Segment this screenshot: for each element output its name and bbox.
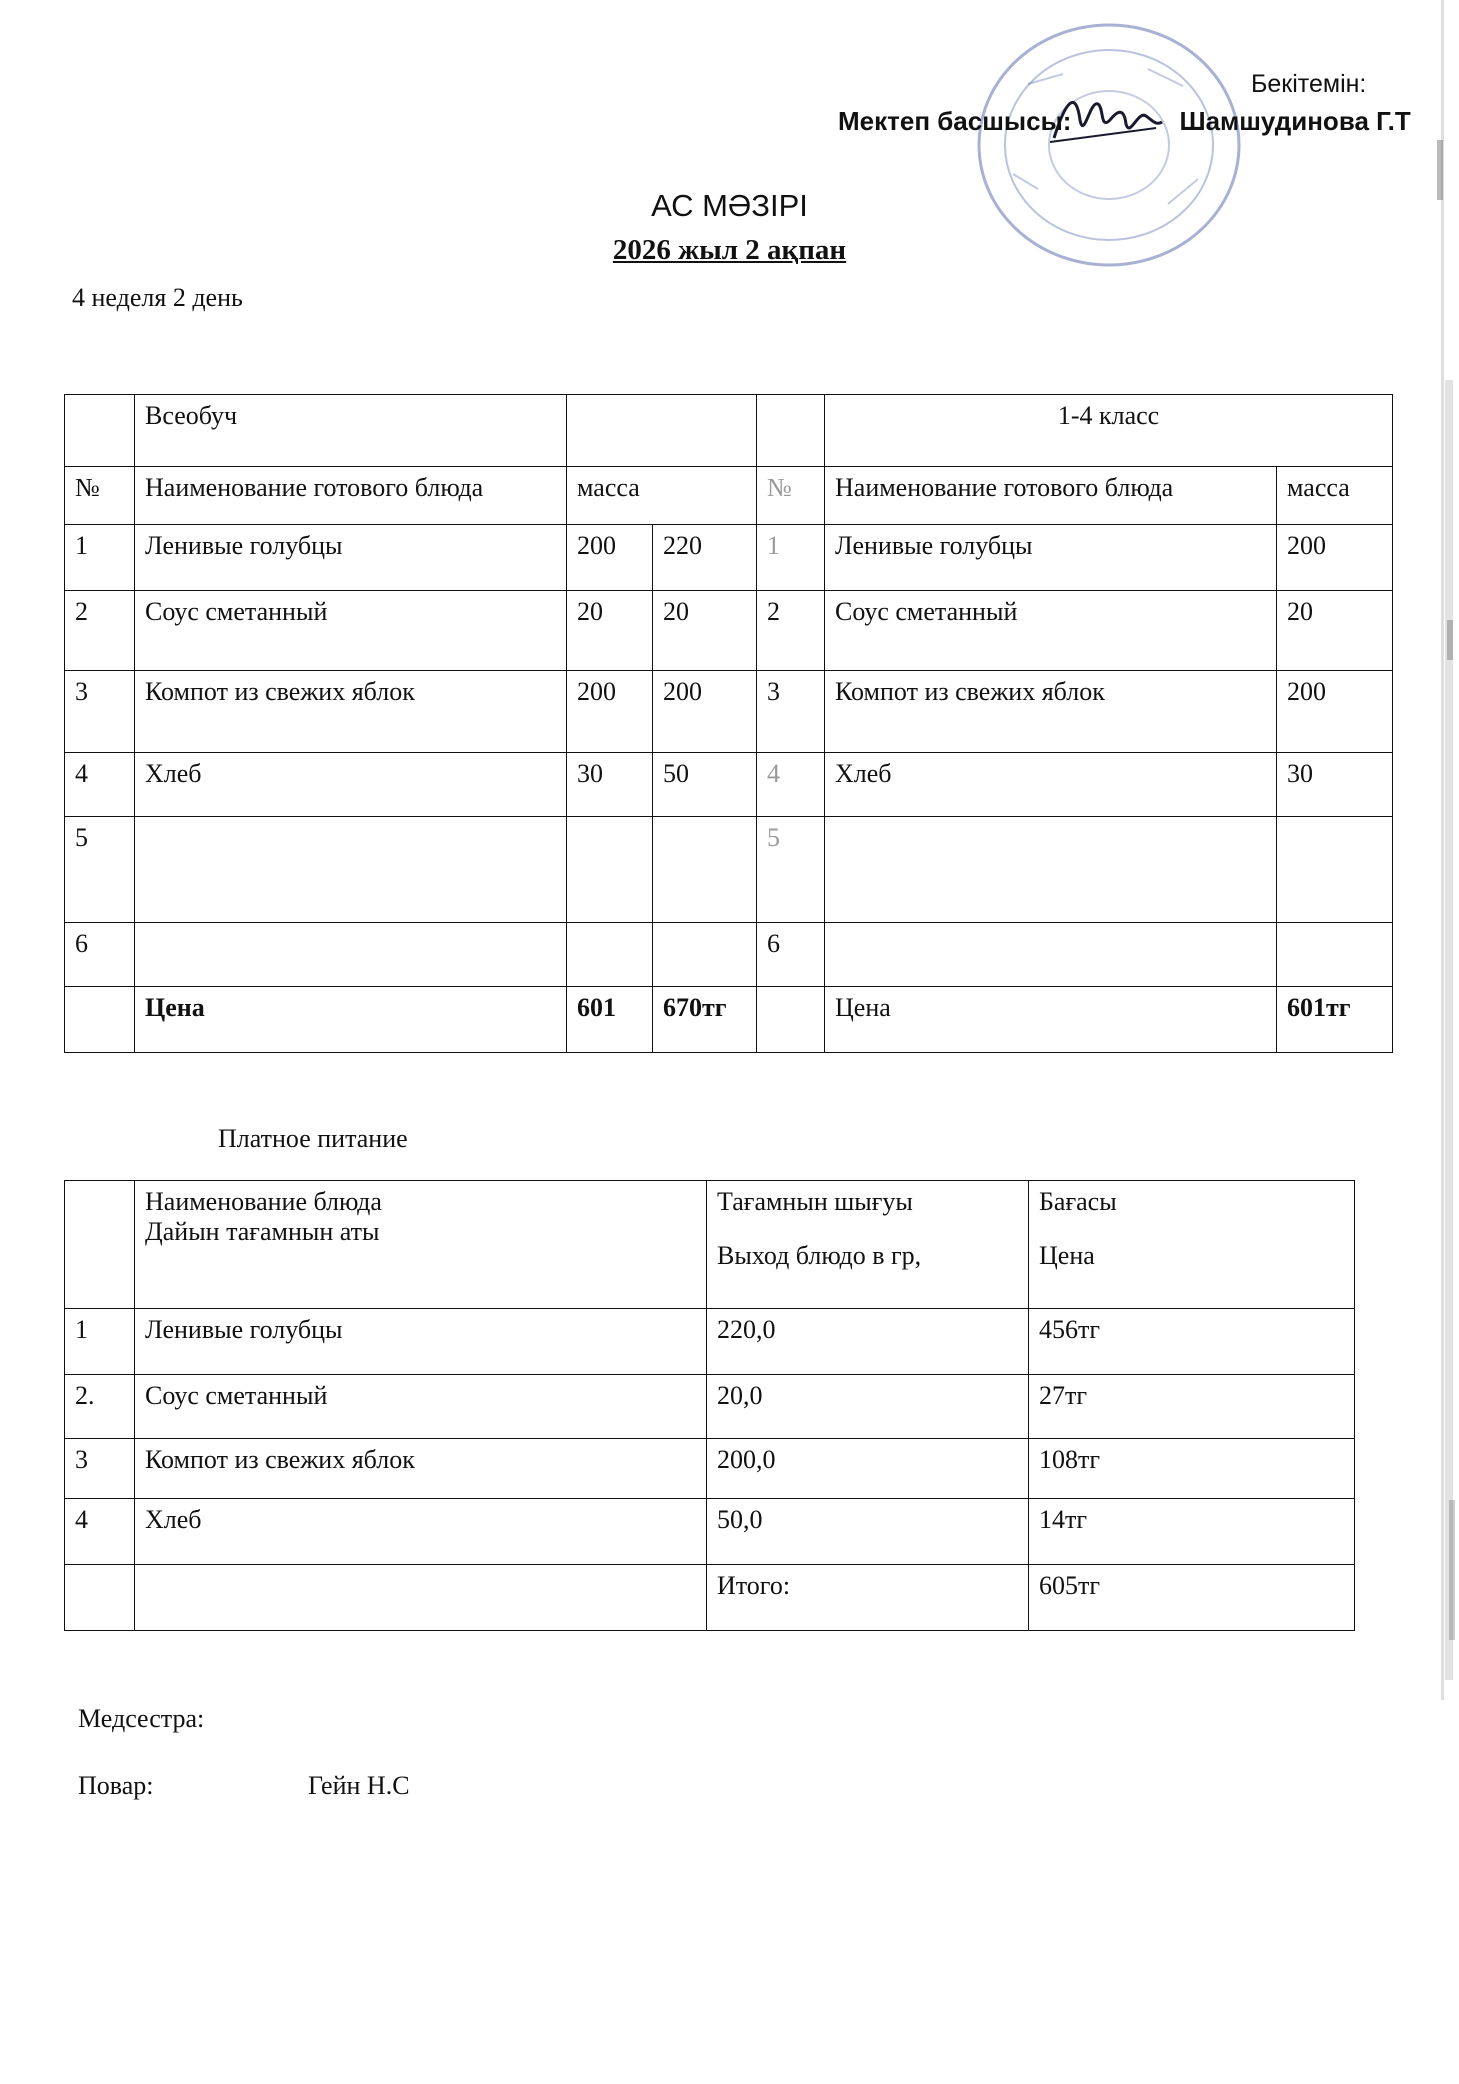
price-2: 670тг: [653, 987, 757, 1053]
nurse-label: Медсестра:: [78, 1704, 205, 1733]
paid-table: [64, 1180, 1355, 1631]
table-row: 3 Компот из свежих яблок 200 200 3 Компот из свежих яблок 200: [65, 671, 1393, 753]
total-label: Итого:: [707, 1565, 1029, 1631]
director-name: Шамшудинова Г.Т: [1179, 106, 1411, 136]
table-row: 4 Хлеб 50,0 14тг: [65, 1499, 1355, 1565]
total-row: [65, 1565, 1355, 1631]
section-vseobuch: Всеобуч: [135, 395, 567, 467]
price-label: Цена: [135, 987, 567, 1053]
col-name-right: Наименование готового блюда: [825, 467, 1277, 525]
col-mass: масса: [567, 467, 757, 525]
paid-col-price: Бағасы Цена: [1029, 1181, 1355, 1309]
col-mass-right: масса: [1277, 467, 1393, 525]
table-row: 5 5: [65, 817, 1393, 923]
paid-section-title: Платное питание: [218, 1124, 408, 1153]
table-row: 2. Соус сметанный 20,0 27тг: [65, 1375, 1355, 1439]
section-grades-1-4: 1-4 класс: [825, 395, 1393, 467]
page-title: АС МӘЗІРІ: [651, 188, 808, 223]
price-right: 601тг: [1277, 987, 1393, 1053]
table-row: 3 Компот из свежих яблок 200,0 108тг: [65, 1439, 1355, 1499]
table-row: 1 Ленивые голубцы 220,0 456тг: [65, 1309, 1355, 1375]
price-1: 601: [567, 987, 653, 1053]
vseobuch-table: [64, 394, 1393, 1053]
table-row: 4 Хлеб 30 50 4 Хлеб 30: [65, 753, 1393, 817]
col-name: Наименование готового блюда: [135, 467, 567, 525]
col-no: №: [65, 467, 135, 525]
cook-label: Повар:: [78, 1771, 154, 1800]
scan-edge-artifact: [1411, 0, 1459, 1700]
director-line: [838, 106, 1411, 137]
table-row: 1 Ленивые голубцы 200 220 1 Ленивые голубцы 200: [65, 525, 1393, 591]
total-value: 605тг: [1029, 1565, 1355, 1631]
menu-date: 2026 жыл 2 ақпан: [612, 234, 847, 266]
paid-col-output: Тағамнын шығуы Выход блюдо в гр,: [707, 1181, 1029, 1309]
paid-col-name: Наименование блюда Дайын тағамнын аты: [135, 1181, 707, 1309]
director-label: Мектеп басшысы:: [838, 106, 1072, 136]
cook-name: Гейн Н.С: [308, 1771, 410, 1800]
table-row: 2 Соус сметанный 20 20 2 Соус сметанный 20: [65, 591, 1393, 671]
price-label-right: Цена: [825, 987, 1277, 1053]
approve-title: Бекітемін:: [1251, 70, 1367, 98]
price-row: [65, 987, 1393, 1053]
col-no-right: №: [757, 467, 825, 525]
week-day: 4 неделя 2 день: [72, 283, 243, 312]
table-row: 6 6: [65, 923, 1393, 987]
